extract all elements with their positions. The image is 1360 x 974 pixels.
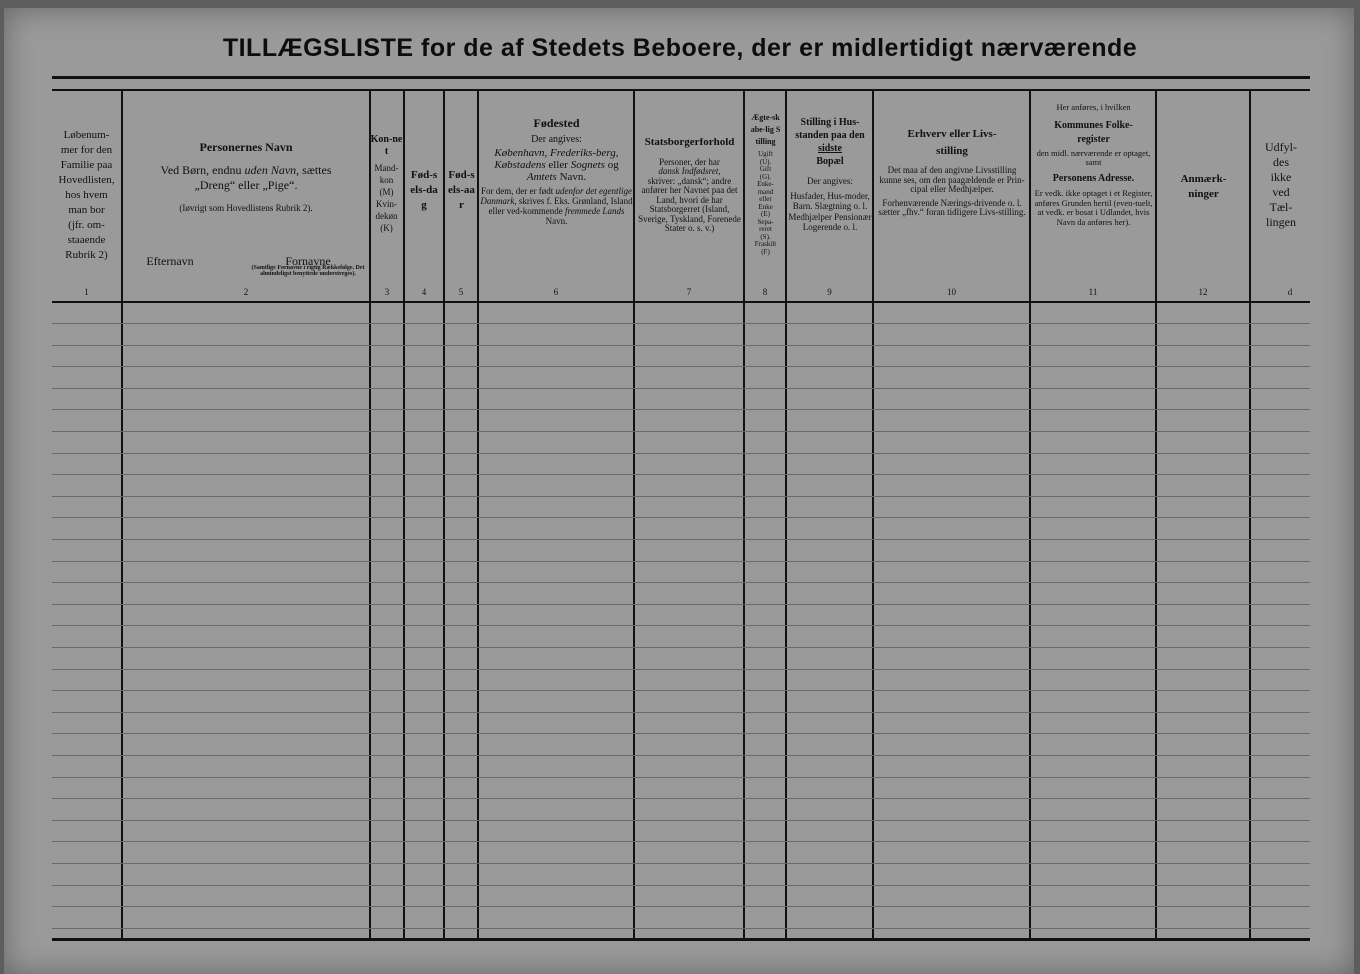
column-10-text: Det maa af den angivne Livsstilling kunne ses, om den paagældende er Prin-cipal eller Medhjælper. [879, 165, 1025, 194]
column-1-line: Løbenum- [63, 129, 110, 141]
column-3-line: kon [379, 175, 394, 185]
column-8-line: Sepa- [757, 217, 774, 226]
column-11-heading-2: Personens Adresse. [1052, 172, 1135, 184]
column-number: 10 [947, 287, 956, 297]
entry-row-line [52, 841, 1310, 842]
column-2-text: sættes [302, 163, 332, 177]
column-divider [1155, 90, 1157, 940]
entry-row-line [52, 928, 1310, 929]
entry-row-line [52, 647, 1310, 648]
column-3-line: (M) [379, 187, 394, 197]
column-2-header [123, 140, 369, 330]
first-names-subheader: Fornavne [285, 254, 331, 268]
column-8-line: (F) [761, 247, 770, 256]
column-divider [403, 90, 405, 940]
column-8-line: (U). [759, 157, 772, 166]
column-d-line: Tæl- [1269, 200, 1293, 214]
column-6-text: Navn. [559, 171, 587, 183]
column-6-places [480, 147, 633, 183]
column-6-text-italic: København, Frederiks-berg, Købstadens [494, 147, 619, 171]
column-7-text: Personer, der har [659, 156, 720, 167]
column-6-text: skrives f. Eks. [518, 196, 570, 206]
column-1-line: hos hvem [65, 189, 108, 201]
column-divider [785, 90, 787, 940]
column-divider [1029, 90, 1031, 940]
column-number: 8 [762, 287, 768, 297]
column-3-heading: Kon-net [370, 134, 403, 157]
column-8-line: Ugift [758, 150, 773, 158]
column-6-text-italic: Sognets [570, 159, 605, 171]
column-3-line: Kvin- [376, 199, 397, 209]
entry-row-line [52, 431, 1310, 432]
column-8-heading: Ægte-skabe-lig Stilling [750, 113, 781, 146]
column-8-line: Fraskilt [754, 240, 777, 248]
column-9-text: Husfader, Hus-moder, Barn. Slægtning o. l. Medhjælper Pensionær Logerende o. l. [788, 190, 872, 232]
entry-row-line [52, 885, 1310, 886]
column-d-line: Udfyl- [1265, 140, 1297, 154]
column-4-heading: Fød-sels-dag [410, 169, 438, 211]
entry-row-line [52, 496, 1310, 497]
top-rule [52, 76, 1310, 79]
column-8-line: reret [759, 225, 772, 233]
column-8-line: Gift [759, 165, 772, 173]
column-4-header [406, 168, 442, 358]
column-6-text-italic: fremmede Lands [565, 206, 625, 216]
column-2-instruction [123, 163, 369, 178]
column-1-line: Rubrik 2) [65, 249, 108, 261]
column-10-heading: Erhverv eller Livs-stilling [907, 128, 997, 157]
column-8-line: Enke- [757, 180, 774, 188]
column-divider [443, 90, 445, 940]
column-8-line: mand [757, 187, 774, 196]
column-10-text: Forhenværende Nærings-drivende o. l. sætter „fhv.“ foran tidligere Livs-stilling. [878, 197, 1026, 217]
column-divider [743, 90, 745, 940]
column-5-header [446, 168, 477, 358]
column-number: 11 [1088, 287, 1098, 297]
column-11-text: Her anføres, i hvilken [1056, 103, 1131, 112]
column-2-text: „Dreng“ eller „Pige“. [194, 178, 298, 192]
column-number: 5 [458, 287, 464, 297]
column-9-header [788, 116, 872, 306]
entry-row-line [52, 474, 1310, 475]
column-8-line: (E) [761, 210, 770, 218]
entry-row-line [52, 755, 1310, 756]
entry-row-line [52, 453, 1310, 454]
column-number: 9 [827, 287, 832, 297]
column-5-heading: Fød-sels-aar [448, 169, 475, 211]
column-3-line: dekøn [375, 211, 398, 221]
column-1-line: Familie paa [60, 159, 113, 171]
column-6-text: For dem, der er født [481, 186, 554, 196]
entry-row-line [52, 712, 1310, 713]
entry-row-line [52, 669, 1310, 670]
column-6-text: Navn. [545, 216, 568, 226]
column-6-header [480, 118, 633, 308]
column-11-text: den midl. nærværende er optaget, samt [1036, 147, 1151, 167]
entry-row-line [52, 798, 1310, 799]
column-8-line: eller [759, 195, 772, 203]
column-1-line: man bor [68, 204, 105, 216]
column-7-text-italic: dansk Indfødsret, [658, 166, 721, 176]
column-3-line: Mand- [374, 163, 399, 173]
column-d-line: des [1273, 155, 1289, 169]
bottom-rule [52, 938, 1310, 941]
column-d-line: ved [1272, 185, 1290, 199]
column-3-line: (K) [380, 223, 393, 233]
column-divider [872, 90, 874, 940]
entry-row-line [52, 345, 1310, 346]
column-8-line: (G). [759, 172, 772, 181]
entry-row-line [52, 388, 1310, 389]
column-number: 12 [1198, 287, 1208, 297]
header-top-rule [52, 89, 1310, 91]
column-6-text: Grønland, Island eller ved-kommende [488, 196, 633, 216]
surname-subheader: Efternavn [146, 254, 194, 268]
entry-row-line [52, 820, 1310, 821]
column-9-heading: Stilling i Hus-standen paa den [795, 117, 865, 141]
column-11-header [1032, 103, 1155, 293]
column-1-line: staaende [67, 234, 106, 246]
column-8-line: (S). [760, 232, 771, 241]
entry-row-line [52, 366, 1310, 367]
form-title: TILLÆGSLISTE for de af Stedets Beboere, der er midlertidigt nærværende [222, 34, 1138, 62]
column-6-abroad [480, 186, 633, 226]
entry-row-line [52, 539, 1310, 540]
column-d-header [1252, 140, 1310, 330]
column-9-heading-block [788, 116, 872, 168]
column-9-heading-end: Bopæl [816, 156, 844, 167]
column-2-text-italic: uden Navn, [244, 163, 300, 177]
column-number: 6 [553, 287, 559, 297]
column-number: 7 [686, 287, 692, 297]
column-1-line: Hovedlisten, [58, 174, 115, 186]
column-divider [477, 90, 479, 940]
entry-row-line [52, 582, 1310, 583]
entry-row-line [52, 777, 1310, 778]
entry-row-line [52, 906, 1310, 907]
column-d-line: lingen [1266, 215, 1296, 229]
column-6-heading: Fødested [533, 118, 580, 130]
column-12-heading: Anmærk-ninger [1180, 173, 1227, 200]
column-9-text: Der angives: [807, 176, 853, 186]
column-divider [1249, 90, 1251, 940]
column-9-heading-underlined: sidste [818, 143, 842, 154]
column-6-text: og [607, 159, 619, 171]
column-2-text: Ved Børn, endnu [160, 163, 242, 177]
column-number: 3 [384, 287, 390, 297]
first-names-note: (Samtlige Fornavne i rigtig Rækkefølge. Det almindeligst benyttede understreges). [251, 265, 365, 277]
column-6-text: eller [548, 159, 568, 171]
column-number: 1 [84, 287, 89, 297]
column-6-text-italic: udenfor det egentlige Danmark, [480, 186, 632, 206]
column-1-line: (jfr. om- [68, 219, 105, 231]
column-6-text: Der angives: [531, 134, 582, 145]
column-8-line: Enke [758, 202, 773, 211]
column-11-heading: Kommunes Folke-register [1054, 119, 1133, 145]
column-6-text-italic: Amtets [526, 171, 557, 183]
column-d-line: ikke [1270, 170, 1292, 184]
entry-row-line [52, 409, 1310, 410]
entry-row-line [52, 561, 1310, 562]
column-number: d [1287, 287, 1293, 297]
entry-row-line [52, 863, 1310, 864]
column-7-heading: Statsborgerforhold [644, 138, 735, 148]
entry-row-line [52, 733, 1310, 734]
column-2-note: (Iøvrigt som Hovedlistens Rubrik 2). [179, 203, 313, 213]
entry-row-line [52, 604, 1310, 605]
entry-row-line [52, 517, 1310, 518]
entry-row-line [52, 625, 1310, 626]
column-number: 2 [243, 287, 249, 297]
column-8-header [746, 112, 785, 288]
column-1-line: mer for den [60, 144, 113, 156]
column-12-header [1158, 172, 1249, 362]
column-11-text: Er vedk. ikke optaget i et Register, anføres Grunden hertil (even-tuelt, at vedk. er bosat i Udlandet, hvis Navn da anføres her). [1034, 188, 1153, 227]
column-divider [633, 90, 635, 940]
column-2-heading: Personernes Navn [199, 140, 293, 154]
column-7-text: skriver: „dansk“; andre anfører her Navnet paa det Land, hvori de har Statsborgerret (Island, Sverige, Tyskland, Forenede Stater o. s. v.) [638, 175, 741, 233]
column-number: 4 [421, 287, 427, 297]
entry-row-line [52, 690, 1310, 691]
column-7-header [636, 138, 743, 328]
